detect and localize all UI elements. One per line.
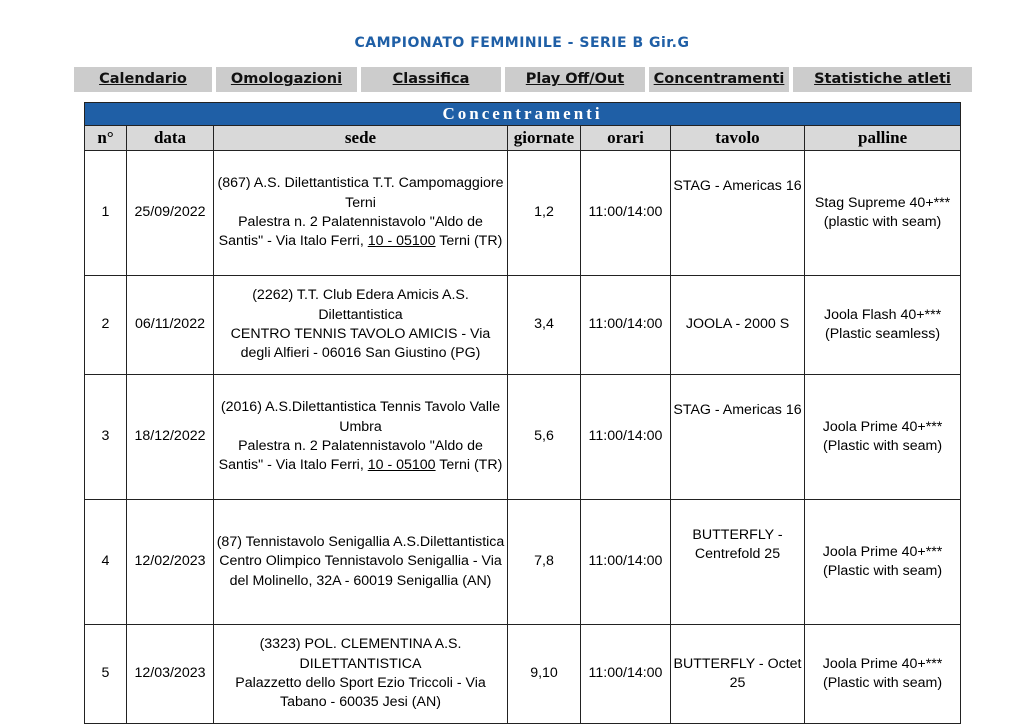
cell-orari: 11:00/14:00 <box>581 276 671 375</box>
cell-date: 12/03/2023 <box>127 625 214 724</box>
table-row <box>85 500 961 625</box>
nav-bar <box>74 67 972 92</box>
cell-number: 2 <box>85 276 127 375</box>
cell-venue <box>214 625 508 724</box>
cell-giornate: 9,10 <box>508 625 581 724</box>
cell-giornate: 7,8 <box>508 500 581 625</box>
cell-orari: 11:00/14:00 <box>581 625 671 724</box>
nav-classifica-link[interactable]: Classifica <box>361 67 501 92</box>
column-header-orari: orari <box>581 126 671 151</box>
cell-tavolo: BUTTERFLY - Octet 25 <box>671 625 805 724</box>
club-name: (2262) T.T. Club Edera Amicis A.S. Dilettantistica <box>252 287 469 323</box>
nav-concentramenti-link[interactable]: Concentramenti <box>649 67 789 92</box>
table-row <box>85 151 961 276</box>
column-header-sede: sede <box>214 126 508 151</box>
cell-tavolo: STAG - Americas 16 <box>671 151 805 276</box>
venue-address <box>216 437 505 476</box>
column-header-tavolo: tavolo <box>671 126 805 151</box>
venue-address-link[interactable]: 10 - 05100 <box>367 233 436 250</box>
venue-address: CENTRO TENNIS TAVOLO AMICIS - Via degli Alfieri - 06016 San Giustino (PG) <box>230 326 491 362</box>
column-header-number: n° <box>85 126 127 151</box>
table-title: Concentramenti <box>85 103 961 126</box>
nav-calendario-link[interactable]: Calendario <box>74 67 212 92</box>
table-row <box>85 375 961 500</box>
cell-date: 12/02/2023 <box>127 500 214 625</box>
cell-orari: 11:00/14:00 <box>581 375 671 500</box>
cell-date: 06/11/2022 <box>127 276 214 375</box>
cell-orari: 11:00/14:00 <box>581 151 671 276</box>
venue-address-text-end: Terni (TR) <box>435 233 503 250</box>
cell-number: 1 <box>85 151 127 276</box>
column-header-data: data <box>127 126 214 151</box>
cell-palline: Joola Prime 40+*** (Plastic with seam) <box>805 500 961 625</box>
venue-address: Centro Olimpico Tennistavolo Senigallia - Via del Molinello, 32A - 60019 Senigallia (AN) <box>219 553 502 589</box>
cell-giornate: 5,6 <box>508 375 581 500</box>
cell-tavolo: STAG - Americas 16 <box>671 375 805 500</box>
nav-omologazioni-link[interactable]: Omologazioni <box>216 67 357 92</box>
cell-palline: Stag Supreme 40+*** (plastic with seam) <box>805 151 961 276</box>
cell-orari: 11:00/14:00 <box>581 500 671 625</box>
cell-palline: Joola Prime 40+*** (Plastic with seam) <box>805 375 961 500</box>
cell-tavolo: BUTTERFLY - Centrefold 25 <box>671 500 805 625</box>
cell-venue <box>214 151 508 276</box>
cell-venue <box>214 500 508 625</box>
nav-statistiche-link[interactable]: Statistiche atleti <box>793 67 972 92</box>
cell-giornate: 1,2 <box>508 151 581 276</box>
venue-address-text: Palestra n. 2 Palatennistavolo "Aldo de Santis" - Via Italo Ferri, <box>218 214 483 250</box>
cell-venue <box>214 276 508 375</box>
cell-giornate: 3,4 <box>508 276 581 375</box>
club-name: (3323) POL. CLEMENTINA A.S. DILETTANTISTICA <box>259 636 462 672</box>
cell-venue <box>214 375 508 500</box>
club-name: (87) Tennistavolo Senigallia A.S.Dilettantistica <box>216 533 505 550</box>
concentramenti-table <box>84 102 961 724</box>
table-row <box>85 276 961 375</box>
cell-number: 4 <box>85 500 127 625</box>
venue-address-text: Palestra n. 2 Palatennistavolo "Aldo de Santis" - Via Italo Ferri, <box>218 438 483 474</box>
cell-tavolo: JOOLA - 2000 S <box>671 276 805 375</box>
venue-address: Palazzetto dello Sport Ezio Triccoli - Via Tabano - 60035 Jesi (AN) <box>235 675 486 711</box>
venue-address-link[interactable]: 10 - 05100 <box>367 457 436 474</box>
cell-date: 18/12/2022 <box>127 375 214 500</box>
club-name: (867) A.S. Dilettantistica T.T. Campomaggiore Terni <box>217 175 504 211</box>
table-row <box>85 625 961 724</box>
cell-date: 25/09/2022 <box>127 151 214 276</box>
cell-palline: Joola Flash 40+*** (Plastic seamless) <box>805 276 961 375</box>
column-header-palline: palline <box>805 126 961 151</box>
column-header-giornate: giornate <box>508 126 581 151</box>
page-title: CAMPIONATO FEMMINILE - SERIE B Gir.G <box>354 35 690 51</box>
table-header-row <box>85 126 961 151</box>
venue-address-text-end: Terni (TR) <box>435 457 503 474</box>
cell-number: 5 <box>85 625 127 724</box>
club-name: (2016) A.S.Dilettantistica Tennis Tavolo Valle Umbra <box>220 399 501 435</box>
nav-playoff-link[interactable]: Play Off/Out <box>505 67 645 92</box>
cell-palline: Joola Prime 40+*** (Plastic with seam) <box>805 625 961 724</box>
cell-number: 3 <box>85 375 127 500</box>
venue-address <box>216 213 505 252</box>
